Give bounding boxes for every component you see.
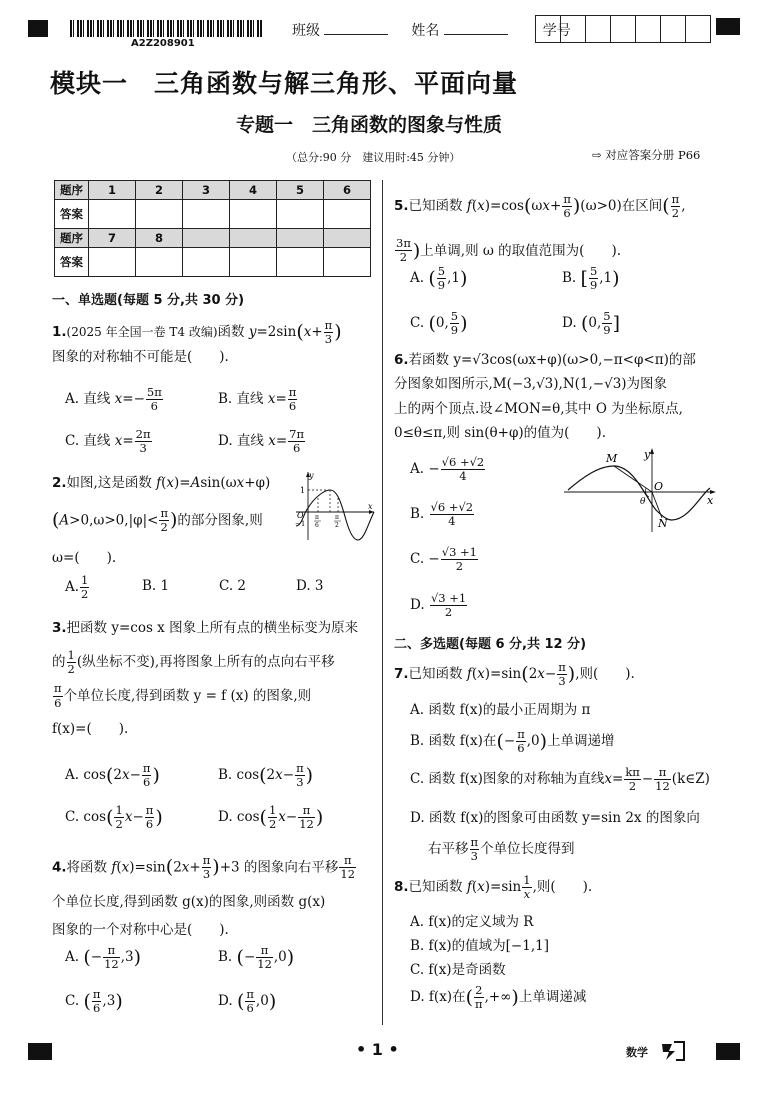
q3-option-c[interactable]: C. cos( $\frac{1}{2}$ x− $\frac{\pi}{6}$ ) [65, 803, 163, 832]
answer-cell[interactable] [183, 200, 230, 229]
q4-option-b[interactable]: B. (− $\frac{\pi}{12}$ ,0) [218, 943, 295, 972]
q8-option-a[interactable]: A. f(x)的定义域为 R [410, 914, 534, 930]
answer-cell[interactable] [89, 248, 136, 277]
question-7: 7.已知函数 f(x)=sin(2x− $\frac{\pi}{3}$ ),则( ). [394, 660, 635, 689]
svg-text:O: O [654, 480, 664, 493]
class-field[interactable] [324, 34, 388, 35]
q3-option-d[interactable]: D. cos( $\frac{1}{2}$ x− $\frac{\pi}{12}$ ) [218, 803, 324, 832]
barcode [70, 20, 263, 37]
q8-option-b[interactable]: B. f(x)的值域为[−1,1] [410, 938, 549, 954]
svg-text:π: π [315, 514, 319, 521]
answer-reference[interactable]: ⇨ 对应答案分册 P66 [592, 148, 701, 162]
answer-cell[interactable] [89, 200, 136, 229]
name-label: 姓名 [411, 23, 440, 39]
svg-text:2: 2 [335, 522, 339, 529]
q2-option-a[interactable]: A. $\frac{1}{2}$ [65, 573, 89, 602]
q1-option-b[interactable]: B. 直线 x= $\frac{\pi}{6}$ [218, 385, 297, 414]
answer-table: 题序 1 2 3 4 5 6 答案 题序 7 8 答案 [54, 180, 371, 277]
q5-option-a[interactable]: A. ( $\frac{5}{9}$ ,1) [410, 264, 468, 293]
q5-option-b[interactable]: B. [ $\frac{5}{9}$ ,1) [562, 264, 620, 293]
q4-option-d[interactable]: D. ( $\frac{\pi}{6}$ ,0) [218, 987, 277, 1016]
q1-option-d[interactable]: D. 直线 x= $\frac{7\pi}{6}$ [218, 427, 305, 456]
q1-option-c[interactable]: C. 直线 x= $\frac{2\pi}{3}$ [65, 427, 151, 456]
q4-option-c[interactable]: C. ( $\frac{\pi}{6}$ ,3) [65, 987, 123, 1016]
q2-option-b[interactable]: B. 1 [142, 578, 170, 594]
q7-option-c[interactable]: C. 函数 f(x)图象的对称轴为直线x= $\frac{k\pi}{2}$ − $\frac{\pi}{12}$ (k∈Z) [410, 765, 710, 794]
section-2-heading: 二、多选题(每题 6 分,共 12 分) [394, 637, 587, 652]
svg-text:N: N [658, 517, 668, 530]
svg-text:θ: θ [640, 497, 646, 507]
topic-title: 专题一 三角函数的图象与性质 [236, 114, 503, 136]
subject-label: 数学 [626, 1046, 648, 1059]
svg-text:6: 6 [315, 522, 319, 529]
svg-text:−1: −1 [295, 520, 306, 528]
q5-option-d[interactable]: D. (0, $\frac{5}{9}$ ] [562, 309, 620, 338]
question-8: 8.已知函数 f(x)=sin $\frac{1}{x}$ ,则( ). [394, 873, 593, 902]
q6-option-b[interactable]: B. $\frac{√6 +√2}{4}$ [410, 500, 474, 529]
answer-cell[interactable] [230, 200, 277, 229]
arrow-icon: ⇨ [592, 148, 602, 162]
q6-option-d[interactable]: D. $\frac{√3 +1}{2}$ [410, 591, 467, 620]
q6-graph [560, 446, 720, 534]
question-4: 4.将函数 f(x)=sin(2x+ $\frac{\pi}{3}$ )+3 的图象向右平移 $\frac{\pi}{12}$ 个单位长度,得到函数 g(x)的图象,则函数 g(x) 图象的一个对称中心是( ). [52, 853, 356, 939]
barcode-text: A2Z208901 [131, 38, 195, 49]
svg-text:x: x [707, 494, 714, 507]
column-divider [382, 180, 383, 1025]
question-1: 1.(2025 年全国一卷 T4 改编)函数 y=2sin(x+ $\frac{\pi}{3}$ ) 图象的对称轴不可能是( ). [52, 318, 342, 366]
question-6: 6.若函数 y=√3cos(ωx+φ)(ω>0,−π<φ<π)的部 分图象如图所示,M(−3,√3),N(1,−√3)为图象 上的两个顶点.设∠MON=θ,其中 O 为坐标原点, 0≤θ≤π,则 sin(θ+φ)的值为( ). [394, 352, 696, 441]
page-number: • 1 • [356, 1040, 399, 1059]
student-id-label: 学号 [542, 23, 571, 39]
q7-option-b[interactable]: B. 函数 f(x)在(− $\frac{\pi}{6}$ ,0)上单调递增 [410, 727, 615, 756]
q7-option-d[interactable]: D. 函数 f(x)的图象可由函数 y=sin 2x 的图象向 右平移 $\frac{\pi}{3}$ 个单位长度得到 [410, 810, 700, 864]
registration-mark-top-right [716, 18, 740, 35]
q5-option-c[interactable]: C. (0, $\frac{5}{9}$ ) [410, 309, 468, 338]
svg-text:π: π [335, 514, 339, 521]
answer-cell[interactable] [277, 200, 324, 229]
svg-text:M: M [606, 452, 618, 465]
q2-option-c[interactable]: C. 2 [219, 578, 247, 594]
class-label: 班级 [292, 23, 320, 39]
name-field[interactable] [444, 34, 508, 35]
meta-info: （总分:90 分 建议用时:45 分钟） [286, 151, 461, 164]
q2-graph [294, 468, 378, 542]
q4-option-a[interactable]: A. (− $\frac{\pi}{12}$ ,3) [65, 943, 142, 972]
q6-option-c[interactable]: C. − $\frac{√3 +1}{2}$ [410, 545, 478, 574]
answer-cell[interactable] [136, 248, 183, 277]
svg-text:1: 1 [300, 486, 306, 495]
registration-mark-bottom-left [28, 1043, 52, 1060]
svg-text:y: y [309, 471, 314, 480]
registration-mark-top-left [28, 20, 48, 37]
q2-option-d[interactable]: D. 3 [296, 578, 324, 594]
student-id-boxes[interactable] [535, 15, 711, 43]
svg-text:O: O [297, 511, 304, 520]
q8-option-c[interactable]: C. f(x)是奇函数 [410, 962, 506, 978]
answer-cell[interactable] [324, 200, 371, 229]
q3-option-b[interactable]: B. cos(2x− $\frac{\pi}{3}$ ) [218, 761, 314, 790]
question-3: 3.把函数 y=cos x 图象上所有点的横坐标变为原来 的 $\frac{1}{2}$ (纵坐标不变),再将图象上所有的点向右平移 $\frac{\pi}{6}$ 个单位长度,得到函数 y = f (x) 的图象,则 f(x)=( ). [52, 620, 359, 738]
answer-cell[interactable] [136, 200, 183, 229]
q6-option-a[interactable]: A. − $\frac{√6 +√2}{4}$ [410, 455, 485, 484]
brand-logo-icon [660, 1040, 686, 1062]
section-1-heading: 一、单选题(每题 5 分,共 30 分) [52, 293, 245, 308]
question-5: 5.已知函数 f(x)=cos(ωx+ $\frac{\pi}{6}$ )(ω>0)在区间( $\frac{\pi}{2}$ , $\frac{3\pi}{2}$ )上单调,则 ω 的取值范围为( ). [394, 191, 686, 265]
svg-text:y: y [644, 448, 651, 461]
q7-option-a[interactable]: A. 函数 f(x)的最小正周期为 π [410, 702, 591, 718]
svg-text:x: x [368, 502, 373, 511]
q1-option-a[interactable]: A. 直线 x=− $\frac{5\pi}{6}$ [65, 385, 162, 414]
registration-mark-bottom-right [716, 1043, 740, 1060]
q8-option-d[interactable]: D. f(x)在( $\frac{2}{\pi}$ ,+∞)上单调递减 [410, 983, 587, 1012]
question-2: 2.如图,这是函数 f(x)=Asin(ωx+φ) (A>0,ω>0,|φ|< $\frac{\pi}{2}$ )的部分图象,则 ω=( ). [52, 475, 271, 566]
module-title: 模块一 三角函数与解三角形、平面向量 [50, 69, 519, 98]
q3-option-a[interactable]: A. cos(2x− $\frac{\pi}{6}$ ) [65, 761, 160, 790]
